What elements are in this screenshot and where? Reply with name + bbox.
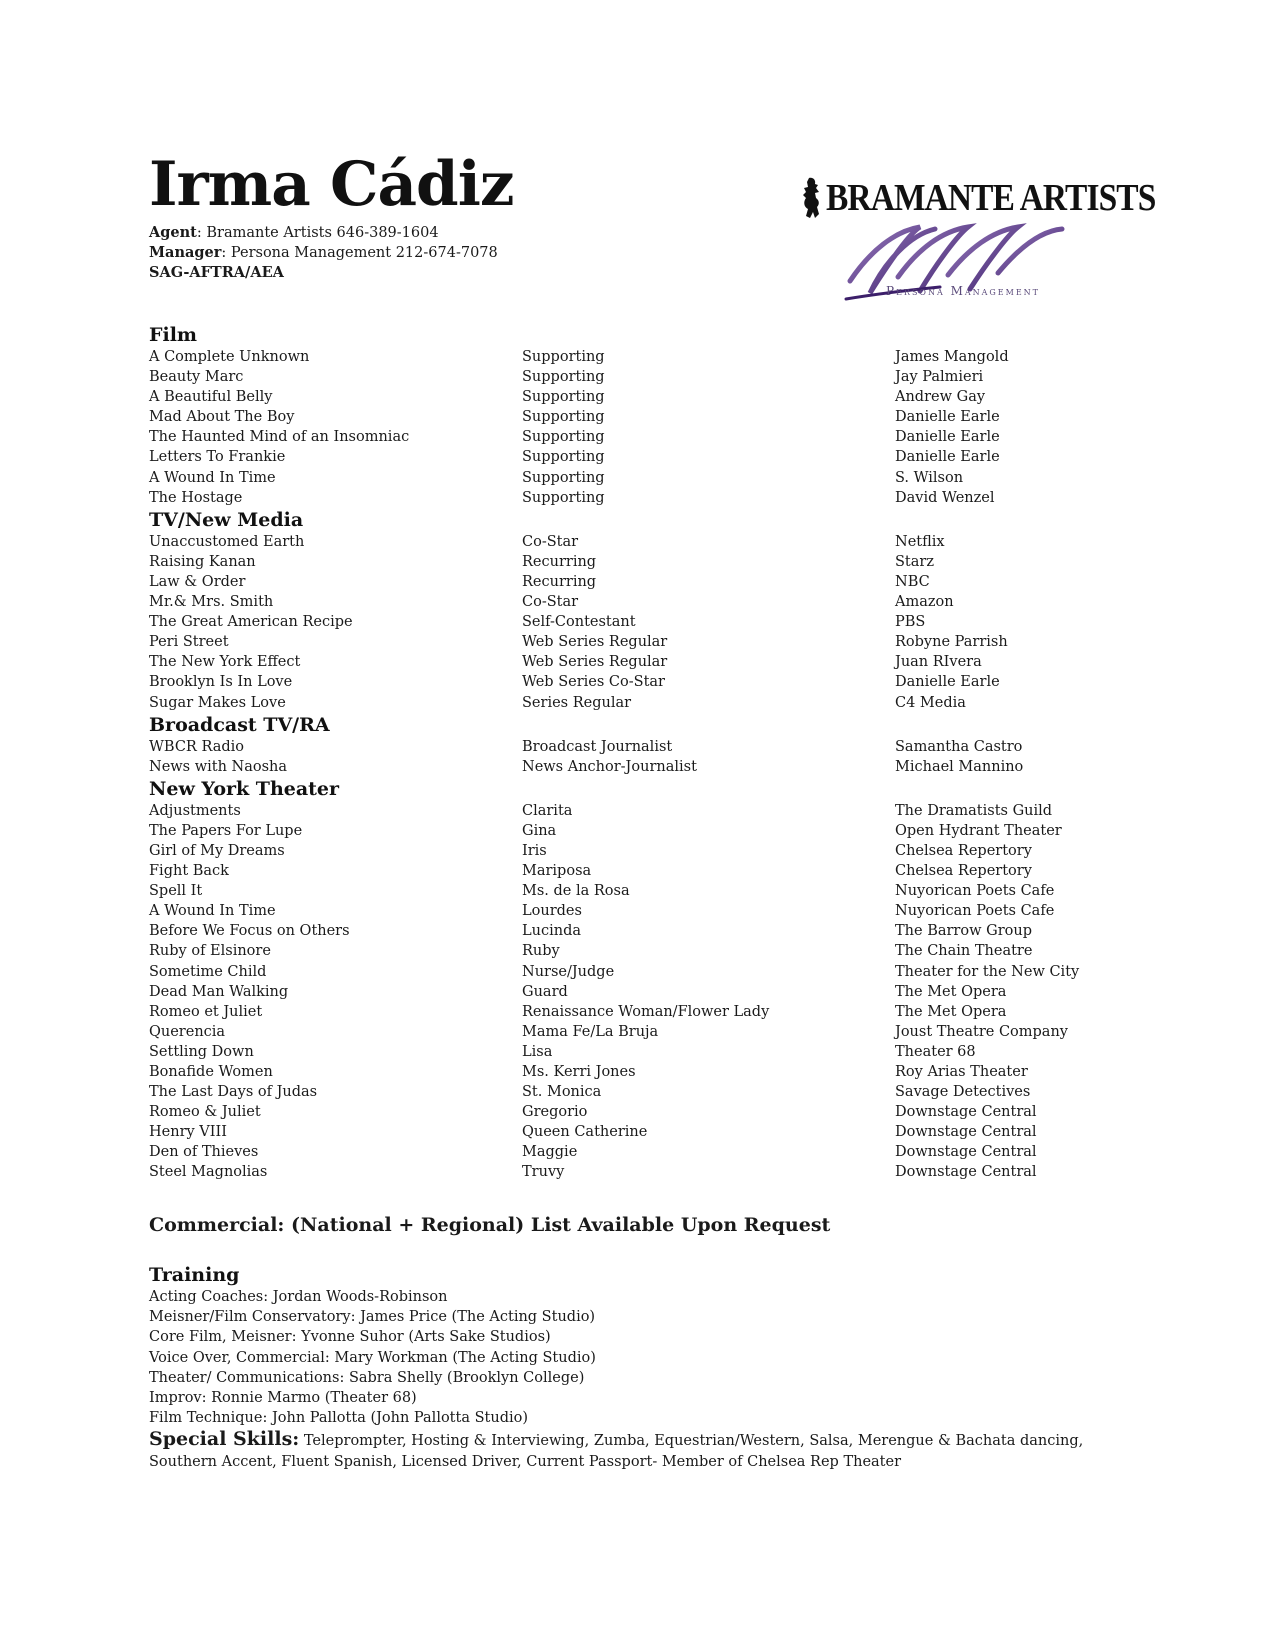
credit-company: Danielle Earle <box>895 429 1000 446</box>
credit-title: Law & Order <box>149 573 246 590</box>
credit-row <box>149 941 1149 961</box>
credit-role: St. Monica <box>522 1084 602 1101</box>
credit-role: Nurse/Judge <box>522 963 615 980</box>
credit-row <box>149 982 1149 1002</box>
credit-title: Settling Down <box>149 1043 254 1060</box>
credit-row <box>149 1162 1149 1182</box>
persona-management-wordmark: Persona Management <box>886 284 1041 298</box>
credit-row <box>149 552 1149 572</box>
credit-company: Starz <box>895 553 934 570</box>
credits-list <box>149 323 1149 1183</box>
credit-role: Web Series Regular <box>522 634 668 651</box>
credit-title: Steel Magnolias <box>149 1164 268 1181</box>
credit-role: Supporting <box>522 429 605 446</box>
credit-title: Adjustments <box>149 802 241 819</box>
credit-role: Supporting <box>522 489 605 506</box>
actor-name: Irma Cádiz <box>149 149 514 220</box>
union-affiliation: SAG-AFTRA/AEA <box>149 264 284 281</box>
credit-company: Downstage Central <box>895 1104 1037 1121</box>
credit-role: Maggie <box>522 1144 578 1161</box>
manager-value: : Persona Management 212-674-7078 <box>221 245 498 261</box>
credit-company: Theater 68 <box>895 1043 976 1060</box>
credit-row <box>149 572 1149 592</box>
credit-role: Clarita <box>522 802 573 819</box>
credit-row <box>149 962 1149 982</box>
credit-company: Downstage Central <box>895 1124 1037 1141</box>
credit-title: Brooklyn Is In Love <box>149 674 293 691</box>
credit-company: David Wenzel <box>895 489 995 506</box>
lion-rampant-icon <box>800 176 822 220</box>
credit-company: Samantha Castro <box>895 738 1023 755</box>
credit-company: Downstage Central <box>895 1164 1037 1181</box>
credit-role: Web Series Regular <box>522 654 668 671</box>
credit-row <box>149 737 1149 757</box>
credit-company: Jay Palmieri <box>895 369 984 386</box>
credit-title: Beauty Marc <box>149 369 244 386</box>
credit-row <box>149 1002 1149 1022</box>
credit-company: James Mangold <box>895 349 1009 365</box>
credit-title: WBCR Radio <box>149 738 244 755</box>
credit-row <box>149 801 1149 821</box>
credit-company: The Barrow Group <box>895 923 1032 940</box>
credit-title: The New York Effect <box>149 654 301 671</box>
credit-role: News Anchor-Journalist <box>522 758 697 775</box>
credit-role: Lisa <box>522 1043 553 1060</box>
credit-company: Netflix <box>895 533 945 550</box>
special-skills-text: Teleprompter, Hosting & Interviewing, Zumba, Equestrian/Western, Salsa, Merengue & Bachata dancing, Southern Accent, Fluent Spanish, Licensed Driver, Current Passport- Member of Chelsea Rep Theater <box>149 1433 1084 1471</box>
credit-row <box>149 592 1149 612</box>
credit-role: Supporting <box>522 369 605 386</box>
credit-title: Fight Back <box>149 863 229 880</box>
bramante-artists-wordmark: BRAMANTE ARTISTS <box>826 177 1156 219</box>
manager-line <box>149 243 498 263</box>
credit-title: The Hostage <box>149 489 243 506</box>
credit-role: Web Series Co-Star <box>522 674 665 691</box>
agent-line <box>149 223 498 243</box>
credit-role: Recurring <box>522 573 597 590</box>
credit-role: Guard <box>522 983 568 1000</box>
credit-row <box>149 901 1149 921</box>
credit-company: Savage Detectives <box>895 1084 1031 1101</box>
credit-company: The Met Opera <box>895 983 1007 1000</box>
credit-title: The Last Days of Judas <box>149 1084 318 1101</box>
credit-row <box>149 1082 1149 1102</box>
credit-role: Self-Contestant <box>522 614 636 631</box>
credit-company: Danielle Earle <box>895 674 1000 691</box>
credit-title: Spell It <box>149 883 203 900</box>
credit-role: Co-Star <box>522 533 579 550</box>
credit-company: Theater for the New City <box>895 963 1080 980</box>
training-line: Theater/ Communications: Sabra Shelly (Brooklyn College) <box>149 1369 585 1386</box>
credit-title: Girl of My Dreams <box>149 842 285 859</box>
credit-title: A Wound In Time <box>149 903 276 920</box>
training-title: Training <box>149 1264 240 1286</box>
credit-title: News with Naosha <box>149 758 288 775</box>
credit-role: Gina <box>522 822 557 839</box>
credit-role: Mariposa <box>522 863 592 880</box>
credit-company: The Chain Theatre <box>895 943 1033 960</box>
credit-row <box>149 612 1149 632</box>
credit-role: Recurring <box>522 553 597 570</box>
credit-row <box>149 821 1149 841</box>
credit-title: Den of Thieves <box>149 1144 259 1161</box>
manager-label: Manager <box>149 244 222 261</box>
credit-title: The Papers For Lupe <box>149 822 303 839</box>
credit-company: Joust Theatre Company <box>895 1023 1068 1040</box>
credit-company: Chelsea Repertory <box>895 842 1032 859</box>
credit-row <box>149 921 1149 941</box>
training-line: Improv: Ronnie Marmo (Theater 68) <box>149 1390 417 1407</box>
credit-role: Renaissance Woman/Flower Lady <box>522 1003 770 1020</box>
credit-title: Romeo & Juliet <box>149 1104 261 1121</box>
credit-company: Open Hydrant Theater <box>895 822 1062 839</box>
credit-row <box>149 861 1149 881</box>
credit-title: Raising Kanan <box>149 553 256 570</box>
credit-row <box>149 347 1149 367</box>
credit-company: Nuyorican Poets Cafe <box>895 883 1055 900</box>
credit-title: Peri Street <box>149 634 229 651</box>
special-skills-label: Special Skills: <box>149 1428 300 1451</box>
credit-title: Mad About The Boy <box>149 409 295 426</box>
credit-company: Danielle Earle <box>895 449 1000 466</box>
credit-title: Before We Focus on Others <box>149 923 350 940</box>
credit-company: Roy Arias Theater <box>895 1064 1028 1080</box>
credit-row <box>149 488 1149 508</box>
union-line <box>149 263 498 283</box>
credit-company: Juan RIvera <box>895 654 982 671</box>
credit-title: A Complete Unknown <box>149 349 310 365</box>
credit-role: Lucinda <box>522 923 581 940</box>
bramante-artists-logo <box>800 176 1200 220</box>
training-line: Film Technique: John Pallotta (John Pallotta Studio) <box>149 1410 528 1427</box>
credit-row <box>149 652 1149 672</box>
special-skills <box>149 1429 1149 1473</box>
credit-title: Sugar Makes Love <box>149 694 286 711</box>
section-title: Broadcast TV/RA <box>149 713 330 736</box>
credit-row <box>149 1042 1149 1062</box>
section-title: New York Theater <box>149 777 340 800</box>
training-section <box>149 1263 1149 1473</box>
credit-title: Sometime Child <box>149 963 267 980</box>
agent-value: : Bramante Artists 646-389-1604 <box>196 225 439 241</box>
credit-company: Andrew Gay <box>895 389 986 406</box>
credit-company: PBS <box>895 614 926 631</box>
credit-role: Ms. Kerri Jones <box>522 1064 636 1080</box>
credit-row <box>149 632 1149 652</box>
credit-title: Romeo et Juliet <box>149 1003 263 1020</box>
credit-row <box>149 387 1149 407</box>
credit-company: Nuyorican Poets Cafe <box>895 903 1055 920</box>
credit-role: Broadcast Journalist <box>522 738 673 755</box>
credit-row <box>149 1022 1149 1042</box>
credit-row <box>149 841 1149 861</box>
credit-title: A Beautiful Belly <box>149 389 273 406</box>
section-title: Film <box>149 324 198 346</box>
credit-role: Lourdes <box>522 903 582 920</box>
credit-company: S. Wilson <box>895 469 964 486</box>
credit-role: Mama Fe/La Bruja <box>522 1023 659 1040</box>
credit-role: Supporting <box>522 349 605 365</box>
credit-role: Ruby <box>522 943 560 960</box>
credit-role: Truvy <box>522 1164 565 1181</box>
credit-company: The Met Opera <box>895 1003 1007 1020</box>
credit-role: Supporting <box>522 469 605 486</box>
credit-title: Bonafide Women <box>149 1064 273 1080</box>
training-lines <box>149 1287 1149 1428</box>
credit-title: Querencia <box>149 1023 226 1040</box>
credit-row <box>149 427 1149 447</box>
credit-company: C4 Media <box>895 694 966 711</box>
credit-company: Chelsea Repertory <box>895 863 1032 880</box>
credit-title: A Wound In Time <box>149 469 276 486</box>
credit-company: NBC <box>895 573 930 590</box>
credit-title: Dead Man Walking <box>149 983 289 1000</box>
training-line: Core Film, Meisner: Yvonne Suhor (Arts Sake Studios) <box>149 1329 551 1346</box>
training-line: Meisner/Film Conservatory: James Price (The Acting Studio) <box>149 1309 596 1326</box>
credit-row <box>149 367 1149 387</box>
credit-row <box>149 407 1149 427</box>
credit-title: Mr.& Mrs. Smith <box>149 594 274 611</box>
credit-role: Queen Catherine <box>522 1124 648 1141</box>
training-line: Voice Over, Commercial: Mary Workman (The Acting Studio) <box>149 1349 596 1366</box>
credit-row <box>149 672 1149 692</box>
credit-title: Letters To Frankie <box>149 449 286 466</box>
credit-row <box>149 1122 1149 1142</box>
credit-row <box>149 1062 1149 1082</box>
agency-logos <box>800 176 1156 306</box>
credit-role: Gregorio <box>522 1104 588 1121</box>
credit-role: Series Regular <box>522 694 632 711</box>
credit-role: Co-Star <box>522 594 579 611</box>
credit-company: Michael Mannino <box>895 758 1024 775</box>
credit-row <box>149 693 1149 713</box>
credit-role: Ms. de la Rosa <box>522 883 630 900</box>
credit-title: Unaccustomed Earth <box>149 533 305 550</box>
credit-role: Supporting <box>522 449 605 466</box>
credit-row <box>149 468 1149 488</box>
credit-row <box>149 447 1149 467</box>
credit-row <box>149 881 1149 901</box>
credit-role: Iris <box>522 842 547 859</box>
credit-role: Supporting <box>522 409 605 426</box>
credit-title: Ruby of Elsinore <box>149 943 271 960</box>
credit-role: Supporting <box>522 389 605 406</box>
contact-block <box>149 223 498 283</box>
credit-company: Robyne Parrish <box>895 634 1008 651</box>
credit-title: The Haunted Mind of an Insomniac <box>149 429 410 446</box>
agent-label: Agent <box>149 224 197 241</box>
credit-company: Downstage Central <box>895 1144 1037 1161</box>
credit-company: Amazon <box>895 594 954 611</box>
section-title: TV/New Media <box>149 508 304 531</box>
credit-row <box>149 532 1149 552</box>
credit-row <box>149 1102 1149 1122</box>
credit-row <box>149 757 1149 777</box>
credit-row <box>149 1142 1149 1162</box>
commercial-note: Commercial: (National + Regional) List Available Upon Request <box>149 1214 831 1236</box>
credit-company: The Dramatists Guild <box>895 802 1053 819</box>
credit-title: The Great American Recipe <box>149 614 353 631</box>
credit-title: Henry VIII <box>149 1124 227 1141</box>
credit-company: Danielle Earle <box>895 409 1000 426</box>
training-line: Acting Coaches: Jordan Woods-Robinson <box>149 1289 448 1305</box>
